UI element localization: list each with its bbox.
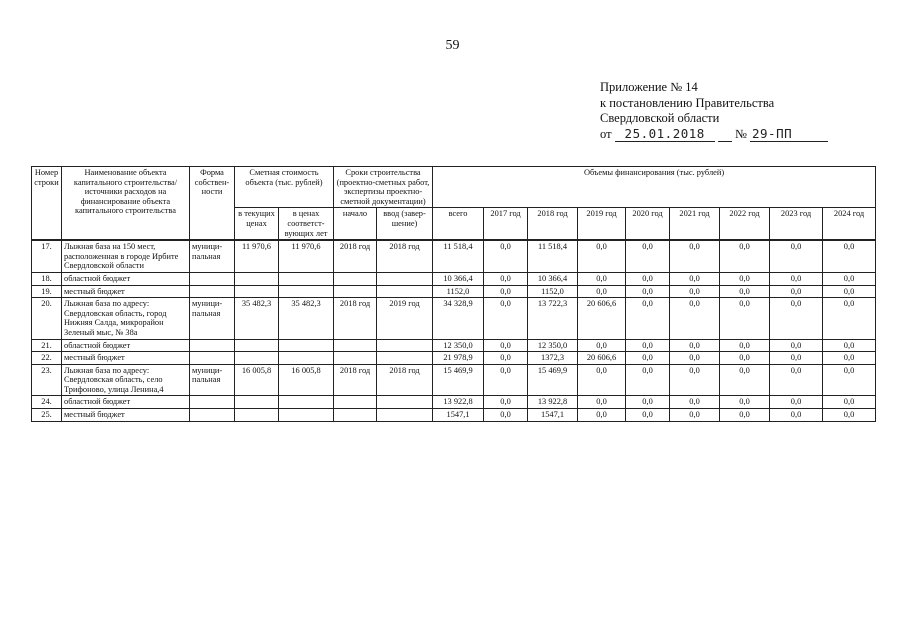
year-2020-cell: 0,0 [626, 285, 670, 298]
object-name-cell: Лыжная база по адресу: Свердловская область, город Нижняя Салда, микрорайон Зеленый мыс, № 38а [62, 298, 190, 339]
ownership-cell [190, 409, 235, 422]
row-number-cell: 17. [32, 240, 62, 272]
year-2023-cell: 0,0 [770, 285, 823, 298]
row-number-cell: 20. [32, 298, 62, 339]
year-2022-cell: 0,0 [720, 240, 770, 272]
appendix-resolution: к постановлению Правительства [600, 95, 775, 110]
object-name-cell: местный бюджет [62, 409, 190, 422]
year-2017-cell: 0,0 [484, 409, 528, 422]
table-row [32, 272, 876, 285]
ownership-cell [190, 285, 235, 298]
total-cell: 1547,1 [433, 409, 484, 422]
object-name-cell: областной бюджет [62, 396, 190, 409]
header-2021: 2021 год [670, 208, 720, 240]
year-2018-cell: 10 366,4 [528, 272, 578, 285]
year-2019-cell: 0,0 [578, 272, 626, 285]
financing-table [31, 166, 876, 422]
current-price-cell [235, 352, 279, 365]
year-2020-cell: 0,0 [626, 272, 670, 285]
start-year-cell [334, 352, 377, 365]
year-2018-cell: 15 469,9 [528, 364, 578, 396]
current-price-cell: 16 005,8 [235, 364, 279, 396]
object-name-cell: местный бюджет [62, 285, 190, 298]
year-2024-cell: 0,0 [823, 298, 876, 339]
header-2024: 2024 год [823, 208, 876, 240]
table-row [32, 409, 876, 422]
year-2019-cell: 0,0 [578, 409, 626, 422]
current-price-cell [235, 409, 279, 422]
date-underline [718, 129, 732, 142]
year-2023-cell: 0,0 [770, 298, 823, 339]
object-name-cell: областной бюджет [62, 272, 190, 285]
year-2024-cell: 0,0 [823, 272, 876, 285]
year-2019-cell: 20 606,6 [578, 352, 626, 365]
year-2019-cell: 0,0 [578, 240, 626, 272]
table-row [32, 396, 876, 409]
total-cell: 11 518,4 [433, 240, 484, 272]
year-2020-cell: 0,0 [626, 339, 670, 352]
year-2024-cell: 0,0 [823, 240, 876, 272]
year-2024-cell: 0,0 [823, 409, 876, 422]
header-row-1 [32, 167, 876, 208]
year-2023-cell: 0,0 [770, 396, 823, 409]
year-2021-cell: 0,0 [670, 409, 720, 422]
appendix-region: Свердловской области [600, 111, 720, 125]
header-total: всего [433, 208, 484, 240]
year-2020-cell: 0,0 [626, 396, 670, 409]
header-start: начало [334, 208, 377, 240]
header-2017: 2017 год [484, 208, 528, 240]
object-name-cell: Лыжная база по адресу: Свердловская область, село Трифоново, улица Ленина,4 [62, 364, 190, 396]
ownership-cell [190, 396, 235, 409]
year-2023-cell: 0,0 [770, 352, 823, 365]
year-2018-cell: 12 350,0 [528, 339, 578, 352]
appendix-block [600, 80, 890, 142]
corresponding-price-cell: 35 482,3 [279, 298, 334, 339]
commission-year-cell [377, 285, 433, 298]
table-row [32, 352, 876, 365]
table-row [32, 298, 876, 339]
header-2018: 2018 год [528, 208, 578, 240]
year-2020-cell: 0,0 [626, 364, 670, 396]
header-ownership: Форма собствен-ности [190, 167, 235, 241]
header-2019: 2019 год [578, 208, 626, 240]
year-2019-cell: 20 606,6 [578, 298, 626, 339]
year-2022-cell: 0,0 [720, 298, 770, 339]
start-year-cell [334, 285, 377, 298]
year-2022-cell: 0,0 [720, 364, 770, 396]
current-price-cell [235, 396, 279, 409]
current-price-cell: 35 482,3 [235, 298, 279, 339]
number-label: № [734, 126, 747, 141]
year-2020-cell: 0,0 [626, 352, 670, 365]
year-2017-cell: 0,0 [484, 285, 528, 298]
year-2022-cell: 0,0 [720, 352, 770, 365]
header-current-prices: в текущих ценах [235, 208, 279, 240]
year-2019-cell: 0,0 [578, 339, 626, 352]
year-2017-cell: 0,0 [484, 240, 528, 272]
row-number-cell: 21. [32, 339, 62, 352]
ownership-cell: муници-пальная [190, 364, 235, 396]
year-2021-cell: 0,0 [670, 339, 720, 352]
current-price-cell [235, 339, 279, 352]
year-2017-cell: 0,0 [484, 272, 528, 285]
corresponding-price-cell: 16 005,8 [279, 364, 334, 396]
year-2024-cell: 0,0 [823, 339, 876, 352]
year-2024-cell: 0,0 [823, 364, 876, 396]
corresponding-price-cell [279, 285, 334, 298]
corresponding-price-cell [279, 272, 334, 285]
year-2017-cell: 0,0 [484, 352, 528, 365]
total-cell: 12 350,0 [433, 339, 484, 352]
current-price-cell [235, 272, 279, 285]
year-2022-cell: 0,0 [720, 409, 770, 422]
corresponding-price-cell [279, 409, 334, 422]
resolution-number: 29-ПП [750, 127, 828, 142]
object-name-cell: областной бюджет [62, 339, 190, 352]
year-2017-cell: 0,0 [484, 364, 528, 396]
year-2021-cell: 0,0 [670, 364, 720, 396]
start-year-cell [334, 272, 377, 285]
corresponding-price-cell [279, 352, 334, 365]
header-row-number: Номер строки [32, 167, 62, 241]
row-number-cell: 22. [32, 352, 62, 365]
start-year-cell [334, 396, 377, 409]
commission-year-cell [377, 409, 433, 422]
start-year-cell: 2018 год [334, 364, 377, 396]
year-2018-cell: 13 722,3 [528, 298, 578, 339]
total-cell: 21 978,9 [433, 352, 484, 365]
ownership-cell [190, 272, 235, 285]
header-construction-terms: Сроки строительства (проектно-сметных работ, экспертизы проектно-сметной документации) [334, 167, 433, 208]
current-price-cell [235, 285, 279, 298]
year-2018-cell: 11 518,4 [528, 240, 578, 272]
year-2022-cell: 0,0 [720, 272, 770, 285]
total-cell: 1152,0 [433, 285, 484, 298]
year-2018-cell: 1152,0 [528, 285, 578, 298]
year-2020-cell: 0,0 [626, 298, 670, 339]
from-label: от [600, 126, 612, 141]
table-row [32, 364, 876, 396]
appendix-date-number-row [600, 127, 890, 143]
commission-year-cell: 2018 год [377, 364, 433, 396]
year-2022-cell: 0,0 [720, 339, 770, 352]
year-2023-cell: 0,0 [770, 272, 823, 285]
ownership-cell: муници-пальная [190, 298, 235, 339]
commission-year-cell [377, 352, 433, 365]
start-year-cell [334, 339, 377, 352]
year-2024-cell: 0,0 [823, 396, 876, 409]
table-row [32, 240, 876, 272]
corresponding-price-cell: 11 970,6 [279, 240, 334, 272]
header-2020: 2020 год [626, 208, 670, 240]
year-2024-cell: 0,0 [823, 285, 876, 298]
commission-year-cell [377, 339, 433, 352]
year-2019-cell: 0,0 [578, 396, 626, 409]
year-2018-cell: 13 922,8 [528, 396, 578, 409]
year-2019-cell: 0,0 [578, 364, 626, 396]
table-row [32, 285, 876, 298]
year-2021-cell: 0,0 [670, 298, 720, 339]
row-number-cell: 24. [32, 396, 62, 409]
object-name-cell: местный бюджет [62, 352, 190, 365]
year-2023-cell: 0,0 [770, 409, 823, 422]
corresponding-price-cell [279, 396, 334, 409]
header-estimated-cost: Сметная стоимость объекта (тыс. рублей) [235, 167, 334, 208]
year-2020-cell: 0,0 [626, 240, 670, 272]
row-number-cell: 19. [32, 285, 62, 298]
ownership-cell: муници-пальная [190, 240, 235, 272]
row-number-cell: 25. [32, 409, 62, 422]
year-2021-cell: 0,0 [670, 352, 720, 365]
table-body [32, 240, 876, 421]
header-object-name: Наименование объекта капитального строительства/ источники расходов на финансирование объекта капитального строительства [62, 167, 190, 241]
total-cell: 13 922,8 [433, 396, 484, 409]
header-2022: 2022 год [720, 208, 770, 240]
header-financing: Объемы финансирования (тыс. рублей) [433, 167, 876, 208]
year-2017-cell: 0,0 [484, 298, 528, 339]
year-2024-cell: 0,0 [823, 352, 876, 365]
object-name-cell: Лыжная база на 150 мест, расположенная в городе Ирбите Свердловской области [62, 240, 190, 272]
year-2017-cell: 0,0 [484, 339, 528, 352]
table-row [32, 339, 876, 352]
commission-year-cell: 2018 год [377, 240, 433, 272]
header-commission: ввод (завер-шение) [377, 208, 433, 240]
year-2023-cell: 0,0 [770, 339, 823, 352]
start-year-cell: 2018 год [334, 240, 377, 272]
year-2018-cell: 1547,1 [528, 409, 578, 422]
total-cell: 15 469,9 [433, 364, 484, 396]
year-2017-cell: 0,0 [484, 396, 528, 409]
commission-year-cell [377, 272, 433, 285]
row-number-cell: 23. [32, 364, 62, 396]
commission-year-cell [377, 396, 433, 409]
appendix-title: Приложение № 14 [600, 80, 698, 94]
resolution-date: 25.01.2018 [615, 127, 715, 142]
year-2021-cell: 0,0 [670, 240, 720, 272]
ownership-cell [190, 352, 235, 365]
ownership-cell [190, 339, 235, 352]
year-2021-cell: 0,0 [670, 272, 720, 285]
year-2022-cell: 0,0 [720, 285, 770, 298]
year-2023-cell: 0,0 [770, 240, 823, 272]
corresponding-price-cell [279, 339, 334, 352]
start-year-cell [334, 409, 377, 422]
year-2020-cell: 0,0 [626, 409, 670, 422]
header-2023: 2023 год [770, 208, 823, 240]
total-cell: 10 366,4 [433, 272, 484, 285]
current-price-cell: 11 970,6 [235, 240, 279, 272]
year-2022-cell: 0,0 [720, 396, 770, 409]
year-2019-cell: 0,0 [578, 285, 626, 298]
row-number-cell: 18. [32, 272, 62, 285]
header-corresponding-prices: в ценах соответст-вующих лет [279, 208, 334, 240]
year-2021-cell: 0,0 [670, 396, 720, 409]
commission-year-cell: 2019 год [377, 298, 433, 339]
year-2018-cell: 1372,3 [528, 352, 578, 365]
start-year-cell: 2018 год [334, 298, 377, 339]
page-number: 59 [445, 38, 460, 53]
total-cell: 34 328,9 [433, 298, 484, 339]
year-2021-cell: 0,0 [670, 285, 720, 298]
year-2023-cell: 0,0 [770, 364, 823, 396]
